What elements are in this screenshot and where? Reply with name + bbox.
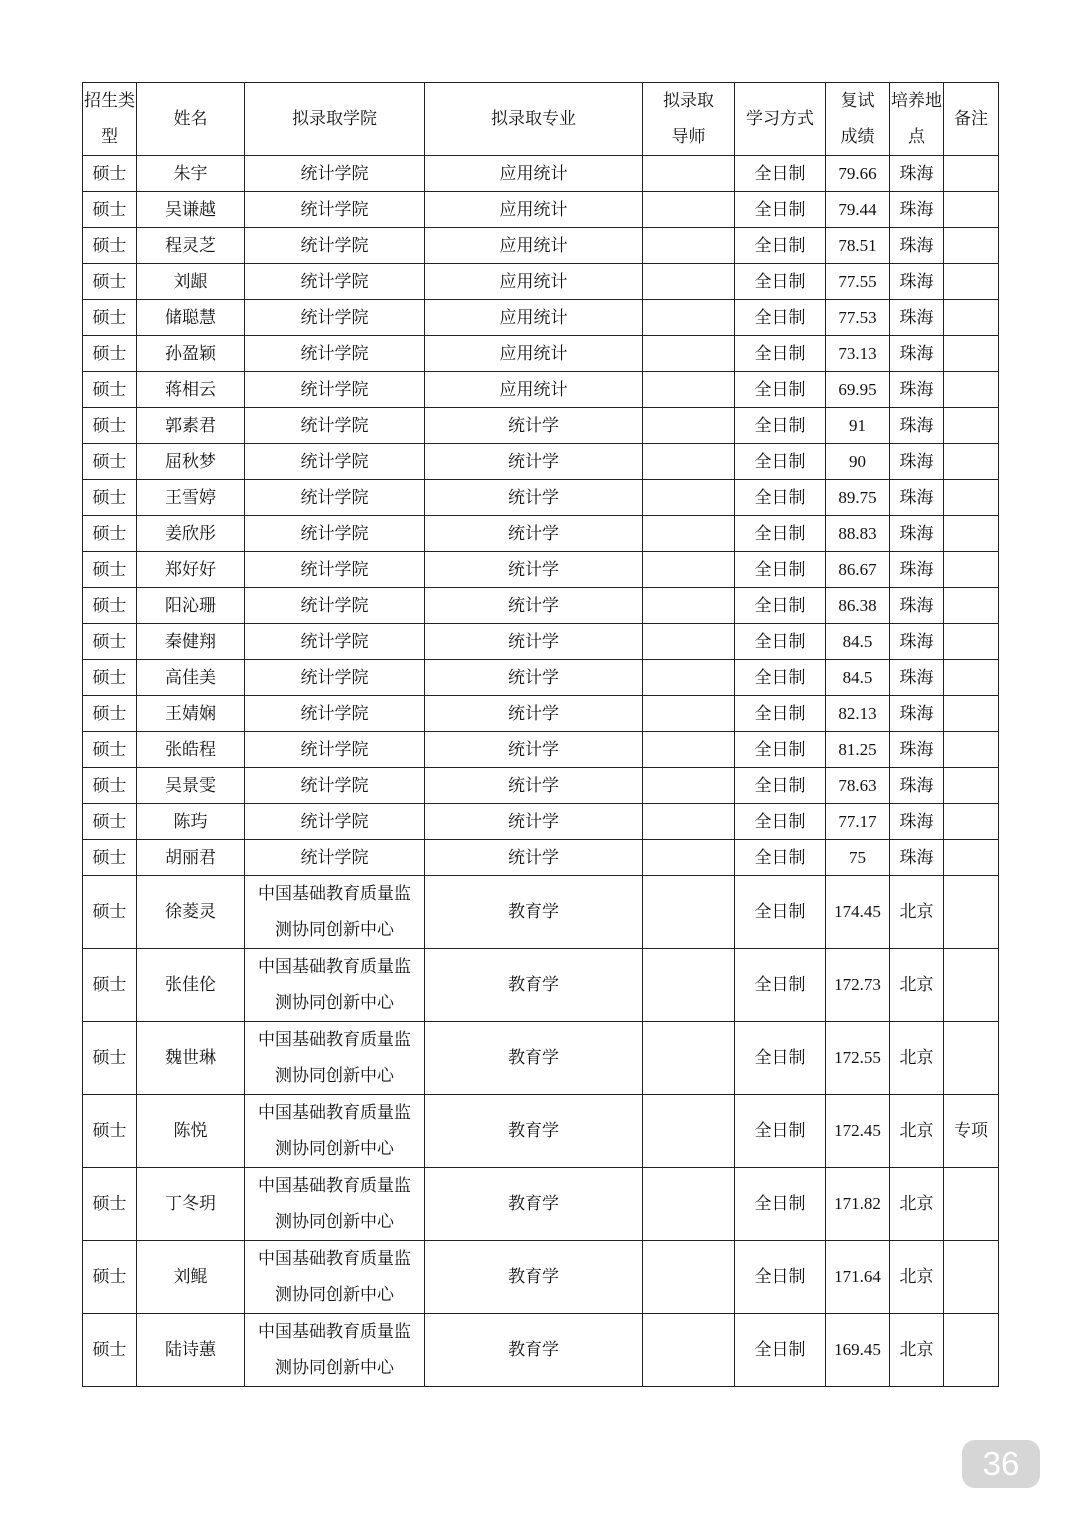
cell-major: 教育学: [425, 949, 643, 1022]
cell-location: 珠海: [890, 264, 944, 300]
cell-college: 中国基础教育质量监测协同创新中心: [245, 1095, 425, 1168]
cell-advisor: [643, 624, 735, 660]
cell-mode: 全日制: [735, 1168, 826, 1241]
table-row: [83, 156, 999, 192]
cell-score: 79.66: [826, 156, 890, 192]
cell-advisor: [643, 336, 735, 372]
table-body: [83, 156, 999, 1387]
cell-score: 84.5: [826, 660, 890, 696]
cell-type: 硕士: [83, 552, 137, 588]
cell-name: 陆诗蕙: [137, 1314, 245, 1387]
cell-mode: 全日制: [735, 516, 826, 552]
cell-note: [944, 768, 999, 804]
cell-type: 硕士: [83, 192, 137, 228]
cell-major: 教育学: [425, 1241, 643, 1314]
cell-major: 教育学: [425, 1095, 643, 1168]
cell-note: [944, 192, 999, 228]
cell-advisor: [643, 300, 735, 336]
header-mode: 学习方式: [735, 83, 826, 156]
cell-score: 78.51: [826, 228, 890, 264]
cell-advisor: [643, 264, 735, 300]
cell-type: 硕士: [83, 228, 137, 264]
cell-advisor: [643, 660, 735, 696]
cell-note: [944, 1022, 999, 1095]
cell-location: 北京: [890, 949, 944, 1022]
header-major: 拟录取专业: [425, 83, 643, 156]
admission-table-container: [82, 82, 998, 1387]
cell-advisor: [643, 1095, 735, 1168]
cell-major: 统计学: [425, 696, 643, 732]
cell-location: 珠海: [890, 480, 944, 516]
cell-location: 北京: [890, 1095, 944, 1168]
cell-note: [944, 228, 999, 264]
cell-type: 硕士: [83, 876, 137, 949]
cell-name: 胡丽君: [137, 840, 245, 876]
table-row: [83, 1022, 999, 1095]
header-score: 复试成绩: [826, 83, 890, 156]
cell-name: 吴谦越: [137, 192, 245, 228]
cell-score: 171.64: [826, 1241, 890, 1314]
cell-college: 中国基础教育质量监测协同创新中心: [245, 1168, 425, 1241]
cell-college: 统计学院: [245, 696, 425, 732]
cell-note: [944, 949, 999, 1022]
cell-score: 171.82: [826, 1168, 890, 1241]
cell-score: 89.75: [826, 480, 890, 516]
cell-college: 中国基础教育质量监测协同创新中心: [245, 1241, 425, 1314]
cell-score: 172.73: [826, 949, 890, 1022]
cell-college: 统计学院: [245, 588, 425, 624]
header-note: 备注: [944, 83, 999, 156]
cell-score: 172.55: [826, 1022, 890, 1095]
table-header: [83, 83, 999, 156]
table-row: [83, 1095, 999, 1168]
cell-score: 90: [826, 444, 890, 480]
header-location: 培养地点: [890, 83, 944, 156]
cell-note: [944, 624, 999, 660]
cell-major: 统计学: [425, 408, 643, 444]
cell-score: 84.5: [826, 624, 890, 660]
cell-college: 统计学院: [245, 264, 425, 300]
cell-location: 珠海: [890, 444, 944, 480]
cell-mode: 全日制: [735, 696, 826, 732]
cell-note: 专项: [944, 1095, 999, 1168]
cell-type: 硕士: [83, 1095, 137, 1168]
cell-mode: 全日制: [735, 552, 826, 588]
cell-type: 硕士: [83, 408, 137, 444]
cell-name: 徐菱灵: [137, 876, 245, 949]
cell-score: 88.83: [826, 516, 890, 552]
cell-advisor: [643, 228, 735, 264]
cell-mode: 全日制: [735, 804, 826, 840]
cell-mode: 全日制: [735, 444, 826, 480]
cell-mode: 全日制: [735, 949, 826, 1022]
cell-location: 珠海: [890, 768, 944, 804]
cell-major: 统计学: [425, 768, 643, 804]
cell-name: 高佳美: [137, 660, 245, 696]
cell-location: 珠海: [890, 696, 944, 732]
cell-college: 统计学院: [245, 156, 425, 192]
cell-type: 硕士: [83, 732, 137, 768]
cell-major: 统计学: [425, 840, 643, 876]
cell-advisor: [643, 840, 735, 876]
cell-location: 北京: [890, 1022, 944, 1095]
cell-score: 86.38: [826, 588, 890, 624]
cell-note: [944, 804, 999, 840]
cell-type: 硕士: [83, 949, 137, 1022]
cell-name: 王婧娴: [137, 696, 245, 732]
cell-type: 硕士: [83, 336, 137, 372]
cell-note: [944, 264, 999, 300]
cell-type: 硕士: [83, 1314, 137, 1387]
cell-location: 珠海: [890, 408, 944, 444]
cell-college: 中国基础教育质量监测协同创新中心: [245, 1022, 425, 1095]
cell-name: 陈悦: [137, 1095, 245, 1168]
cell-advisor: [643, 192, 735, 228]
cell-score: 75: [826, 840, 890, 876]
cell-name: 郑好好: [137, 552, 245, 588]
cell-major: 应用统计: [425, 192, 643, 228]
table-row: [83, 264, 999, 300]
cell-type: 硕士: [83, 516, 137, 552]
cell-location: 北京: [890, 1314, 944, 1387]
cell-name: 程灵芝: [137, 228, 245, 264]
cell-type: 硕士: [83, 768, 137, 804]
cell-name: 储聪慧: [137, 300, 245, 336]
cell-major: 应用统计: [425, 300, 643, 336]
cell-mode: 全日制: [735, 336, 826, 372]
cell-advisor: [643, 408, 735, 444]
cell-score: 174.45: [826, 876, 890, 949]
cell-advisor: [643, 516, 735, 552]
table-row: [83, 949, 999, 1022]
cell-score: 91: [826, 408, 890, 444]
cell-location: 北京: [890, 1168, 944, 1241]
cell-name: 阳沁珊: [137, 588, 245, 624]
cell-type: 硕士: [83, 624, 137, 660]
cell-location: 珠海: [890, 228, 944, 264]
cell-mode: 全日制: [735, 588, 826, 624]
cell-type: 硕士: [83, 1241, 137, 1314]
cell-name: 张佳伦: [137, 949, 245, 1022]
cell-name: 吴景雯: [137, 768, 245, 804]
cell-advisor: [643, 552, 735, 588]
table-row: [83, 408, 999, 444]
table-row: [83, 336, 999, 372]
cell-note: [944, 480, 999, 516]
table-row: [83, 840, 999, 876]
cell-mode: 全日制: [735, 1241, 826, 1314]
cell-advisor: [643, 588, 735, 624]
cell-college: 统计学院: [245, 408, 425, 444]
cell-note: [944, 840, 999, 876]
admission-table: [82, 82, 999, 1387]
cell-location: 珠海: [890, 660, 944, 696]
cell-note: [944, 156, 999, 192]
cell-mode: 全日制: [735, 372, 826, 408]
cell-major: 统计学: [425, 804, 643, 840]
cell-advisor: [643, 1241, 735, 1314]
cell-score: 77.17: [826, 804, 890, 840]
cell-name: 陈玙: [137, 804, 245, 840]
cell-name: 刘龈: [137, 264, 245, 300]
cell-type: 硕士: [83, 588, 137, 624]
cell-note: [944, 336, 999, 372]
cell-major: 教育学: [425, 1022, 643, 1095]
cell-type: 硕士: [83, 372, 137, 408]
cell-mode: 全日制: [735, 228, 826, 264]
cell-advisor: [643, 876, 735, 949]
cell-score: 69.95: [826, 372, 890, 408]
cell-college: 统计学院: [245, 516, 425, 552]
cell-location: 珠海: [890, 516, 944, 552]
cell-major: 教育学: [425, 1168, 643, 1241]
cell-name: 魏世琳: [137, 1022, 245, 1095]
cell-college: 统计学院: [245, 840, 425, 876]
table-row: [83, 804, 999, 840]
table-row: [83, 228, 999, 264]
cell-type: 硕士: [83, 804, 137, 840]
cell-major: 统计学: [425, 444, 643, 480]
cell-college: 统计学院: [245, 192, 425, 228]
cell-score: 169.45: [826, 1314, 890, 1387]
cell-score: 82.13: [826, 696, 890, 732]
cell-location: 珠海: [890, 192, 944, 228]
cell-location: 珠海: [890, 372, 944, 408]
cell-type: 硕士: [83, 444, 137, 480]
cell-mode: 全日制: [735, 624, 826, 660]
cell-type: 硕士: [83, 264, 137, 300]
cell-mode: 全日制: [735, 768, 826, 804]
cell-score: 78.63: [826, 768, 890, 804]
cell-score: 86.67: [826, 552, 890, 588]
table-row: [83, 732, 999, 768]
table-row: [83, 480, 999, 516]
cell-type: 硕士: [83, 300, 137, 336]
header-college: 拟录取学院: [245, 83, 425, 156]
cell-advisor: [643, 372, 735, 408]
table-row: [83, 696, 999, 732]
cell-type: 硕士: [83, 480, 137, 516]
page-number-badge: 36: [962, 1440, 1040, 1488]
cell-score: 77.53: [826, 300, 890, 336]
table-row: [83, 624, 999, 660]
cell-note: [944, 372, 999, 408]
cell-college: 统计学院: [245, 336, 425, 372]
cell-advisor: [643, 1314, 735, 1387]
header-name: 姓名: [137, 83, 245, 156]
cell-college: 统计学院: [245, 228, 425, 264]
cell-advisor: [643, 804, 735, 840]
cell-mode: 全日制: [735, 480, 826, 516]
cell-mode: 全日制: [735, 408, 826, 444]
cell-note: [944, 732, 999, 768]
cell-major: 统计学: [425, 624, 643, 660]
cell-type: 硕士: [83, 1168, 137, 1241]
cell-type: 硕士: [83, 660, 137, 696]
table-row: [83, 768, 999, 804]
cell-type: 硕士: [83, 696, 137, 732]
cell-major: 统计学: [425, 660, 643, 696]
table-row: [83, 588, 999, 624]
cell-mode: 全日制: [735, 1314, 826, 1387]
cell-mode: 全日制: [735, 1095, 826, 1168]
table-row: [83, 372, 999, 408]
header-advisor: 拟录取导师: [643, 83, 735, 156]
table-row: [83, 876, 999, 949]
cell-score: 79.44: [826, 192, 890, 228]
cell-note: [944, 408, 999, 444]
cell-type: 硕士: [83, 156, 137, 192]
cell-major: 应用统计: [425, 228, 643, 264]
cell-location: 珠海: [890, 588, 944, 624]
table-row: [83, 660, 999, 696]
cell-score: 77.55: [826, 264, 890, 300]
cell-college: 中国基础教育质量监测协同创新中心: [245, 949, 425, 1022]
cell-college: 统计学院: [245, 768, 425, 804]
cell-score: 172.45: [826, 1095, 890, 1168]
cell-type: 硕士: [83, 1022, 137, 1095]
cell-location: 珠海: [890, 156, 944, 192]
cell-major: 应用统计: [425, 156, 643, 192]
cell-advisor: [643, 1168, 735, 1241]
cell-location: 珠海: [890, 840, 944, 876]
cell-college: 统计学院: [245, 372, 425, 408]
cell-major: 统计学: [425, 732, 643, 768]
cell-advisor: [643, 480, 735, 516]
cell-mode: 全日制: [735, 156, 826, 192]
cell-college: 统计学院: [245, 660, 425, 696]
cell-major: 统计学: [425, 588, 643, 624]
cell-name: 刘鲲: [137, 1241, 245, 1314]
cell-location: 珠海: [890, 552, 944, 588]
cell-college: 统计学院: [245, 444, 425, 480]
table-row: [83, 516, 999, 552]
cell-name: 孙盈颖: [137, 336, 245, 372]
cell-location: 珠海: [890, 804, 944, 840]
table-row: [83, 1314, 999, 1387]
cell-college: 统计学院: [245, 300, 425, 336]
table-row: [83, 1168, 999, 1241]
cell-advisor: [643, 768, 735, 804]
cell-location: 珠海: [890, 624, 944, 660]
cell-major: 统计学: [425, 516, 643, 552]
cell-location: 珠海: [890, 336, 944, 372]
cell-major: 统计学: [425, 552, 643, 588]
cell-note: [944, 660, 999, 696]
cell-advisor: [643, 732, 735, 768]
cell-name: 丁冬玥: [137, 1168, 245, 1241]
cell-mode: 全日制: [735, 840, 826, 876]
cell-type: 硕士: [83, 840, 137, 876]
cell-note: [944, 444, 999, 480]
header-type: 招生类型: [83, 83, 137, 156]
cell-college: 统计学院: [245, 804, 425, 840]
cell-name: 张皓程: [137, 732, 245, 768]
cell-advisor: [643, 444, 735, 480]
table-row: [83, 552, 999, 588]
cell-advisor: [643, 156, 735, 192]
cell-name: 姜欣彤: [137, 516, 245, 552]
cell-major: 统计学: [425, 480, 643, 516]
header-row: [83, 83, 999, 156]
cell-mode: 全日制: [735, 264, 826, 300]
table-row: [83, 192, 999, 228]
cell-advisor: [643, 949, 735, 1022]
cell-college: 统计学院: [245, 732, 425, 768]
cell-mode: 全日制: [735, 732, 826, 768]
cell-mode: 全日制: [735, 192, 826, 228]
cell-note: [944, 588, 999, 624]
cell-advisor: [643, 696, 735, 732]
cell-name: 屈秋梦: [137, 444, 245, 480]
cell-mode: 全日制: [735, 1022, 826, 1095]
cell-college: 中国基础教育质量监测协同创新中心: [245, 1314, 425, 1387]
cell-note: [944, 1168, 999, 1241]
cell-college: 统计学院: [245, 552, 425, 588]
cell-note: [944, 1314, 999, 1387]
cell-college: 中国基础教育质量监测协同创新中心: [245, 876, 425, 949]
cell-advisor: [643, 1022, 735, 1095]
cell-mode: 全日制: [735, 300, 826, 336]
cell-college: 统计学院: [245, 480, 425, 516]
cell-note: [944, 300, 999, 336]
cell-score: 81.25: [826, 732, 890, 768]
cell-major: 教育学: [425, 1314, 643, 1387]
cell-mode: 全日制: [735, 876, 826, 949]
cell-major: 应用统计: [425, 336, 643, 372]
cell-location: 北京: [890, 1241, 944, 1314]
cell-note: [944, 696, 999, 732]
cell-location: 北京: [890, 876, 944, 949]
cell-location: 珠海: [890, 300, 944, 336]
cell-name: 蒋相云: [137, 372, 245, 408]
table-row: [83, 300, 999, 336]
cell-college: 统计学院: [245, 624, 425, 660]
cell-note: [944, 552, 999, 588]
cell-name: 秦健翔: [137, 624, 245, 660]
cell-note: [944, 876, 999, 949]
cell-name: 郭素君: [137, 408, 245, 444]
cell-score: 73.13: [826, 336, 890, 372]
table-row: [83, 444, 999, 480]
cell-note: [944, 1241, 999, 1314]
cell-major: 教育学: [425, 876, 643, 949]
cell-name: 朱宇: [137, 156, 245, 192]
cell-major: 应用统计: [425, 372, 643, 408]
cell-note: [944, 516, 999, 552]
cell-location: 珠海: [890, 732, 944, 768]
cell-mode: 全日制: [735, 660, 826, 696]
cell-name: 王雪婷: [137, 480, 245, 516]
table-row: [83, 1241, 999, 1314]
cell-major: 应用统计: [425, 264, 643, 300]
